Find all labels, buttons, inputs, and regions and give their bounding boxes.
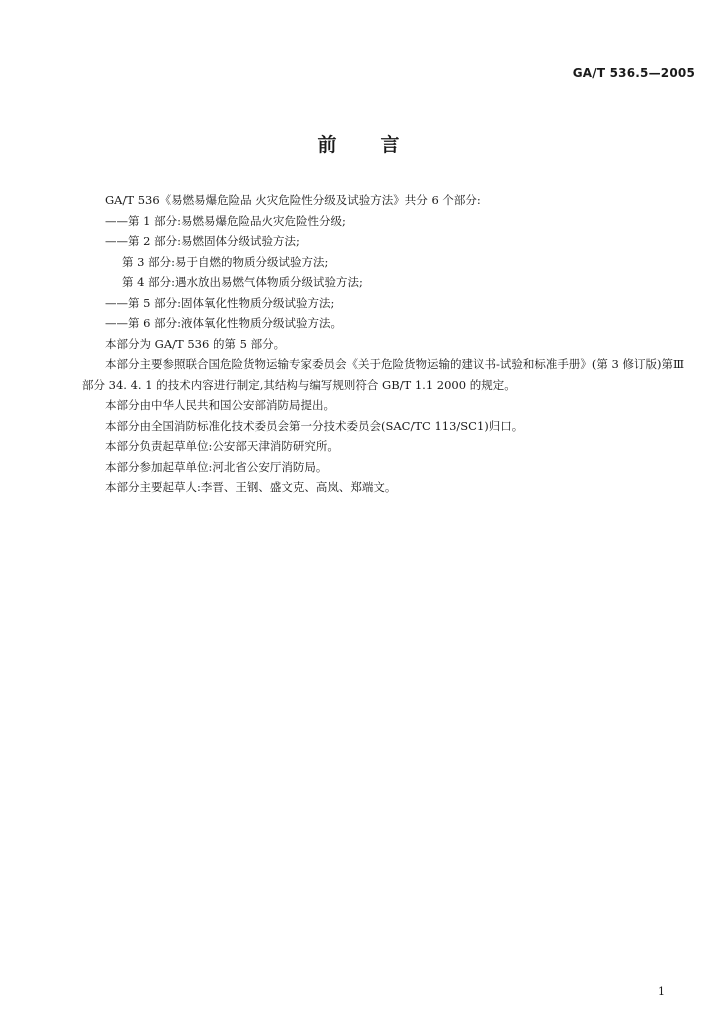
list-item-part-5: ——第 5 部分:固体氧化性物质分级试验方法; [105, 295, 335, 310]
paragraph-reference: 本部分主要参照联合国危险货物运输专家委员会《关于危险货物运输的建议书-试验和标准手册》(第 3 修订版)第Ⅲ部分 34. 4. 1 的技术内容进行制定,其结构与编写规则符合 GB/T 1.1 2000 的规定。 [82, 357, 685, 392]
paragraph-this-part: 本部分为 GA/T 536 的第 5 部分。 [105, 336, 286, 351]
paragraph-drafting-unit: 本部分负责起草单位:公安部天津消防研究所。 [105, 439, 339, 453]
list-item-part-4: 第 4 部分:遇水放出易燃气体物质分级试验方法; [122, 275, 363, 289]
standard-number: GA/T 536.5—2005 [572, 66, 695, 80]
paragraph-proposed-by: 本部分由中华人民共和国公安部消防局提出。 [105, 398, 335, 412]
paragraph-participating-unit: 本部分参加起草单位:河北省公安厅消防局。 [105, 459, 328, 474]
list-item-part-2: ——第 2 部分:易燃固体分级试验方法; [105, 234, 300, 248]
page-number: 1 [658, 985, 665, 998]
list-item-part-6: ——第 6 部分:液体氧化性物质分级试验方法。 [105, 316, 343, 330]
paragraph-parts-intro: GA/T 536《易燃易爆危险品 火灾危险性分级及试验方法》共分 6 个部分: [105, 193, 481, 207]
paragraph-centralized-by: 本部分由全国消防标准化技术委员会第一分技术委员会(SAC/TC 113/SC1)归口。 [105, 418, 524, 433]
foreword-body [82, 190, 692, 498]
list-item-part-3: 第 3 部分:易于自燃的物质分级试验方法; [122, 254, 329, 269]
list-item-part-1: ——第 1 部分:易燃易爆危险品火灾危险性分级; [105, 213, 346, 228]
paragraph-drafters: 本部分主要起草人:李晋、王钢、盛文克、高岚、郑端文。 [105, 480, 397, 494]
page-title: 前言 [317, 134, 444, 156]
